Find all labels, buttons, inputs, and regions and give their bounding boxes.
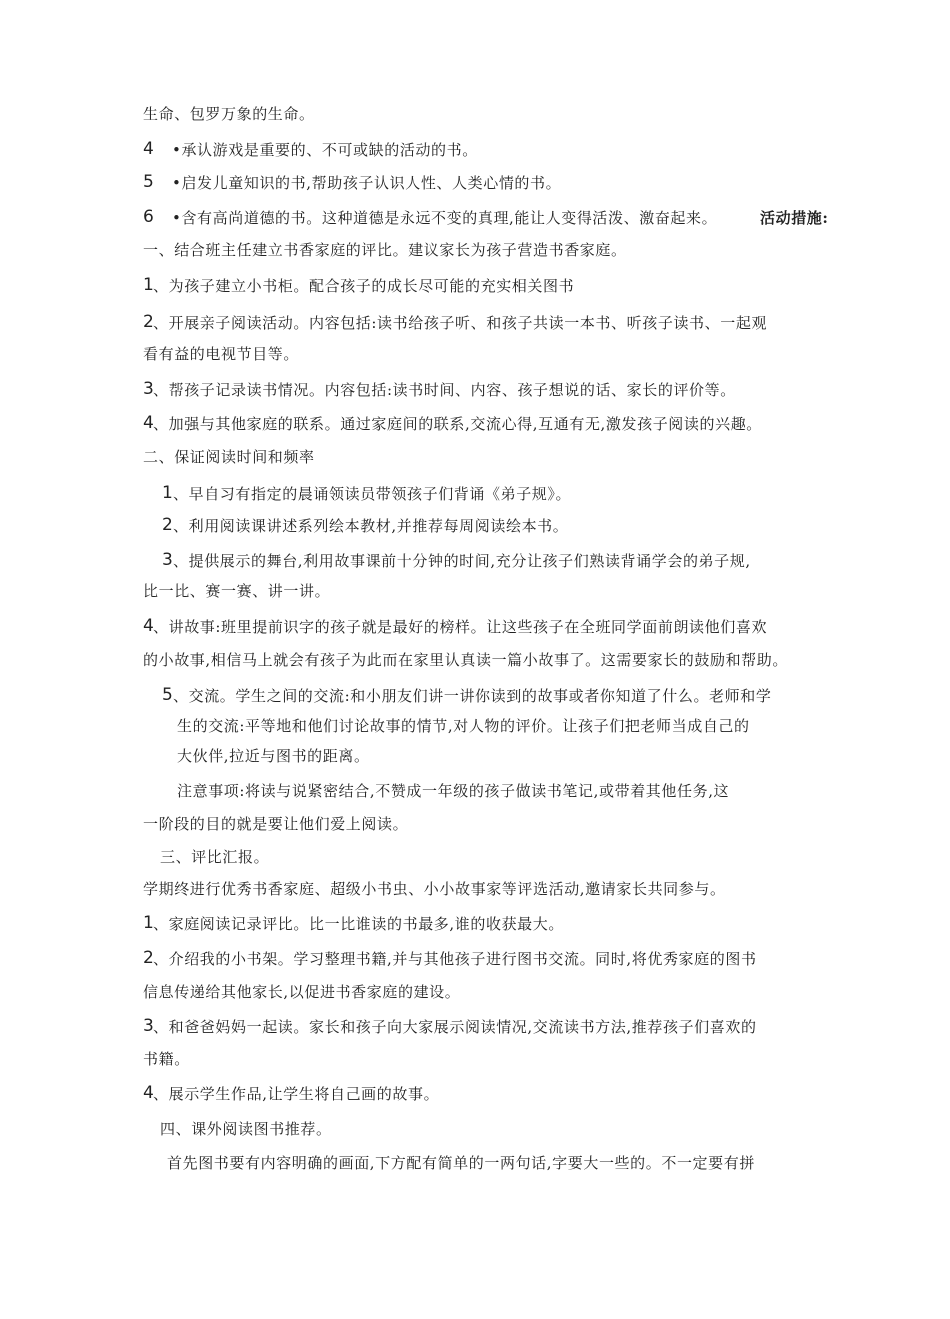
- item-number: 4: [143, 413, 155, 433]
- item-number: 2: [162, 515, 174, 535]
- text-line: 大伙伴,拉近与图书的距离。: [177, 747, 370, 765]
- item-number: 4: [143, 1083, 155, 1103]
- item-number: 5: [143, 172, 155, 192]
- text-line: 注意事项:将读与说紧密结合,不赞成一年级的孩子做读书笔记,或带着其他任务,这: [177, 782, 730, 800]
- text-line: 看有益的电视节目等。: [143, 345, 300, 363]
- text-line: 学期终进行优秀书香家庭、超级小书虫、小小故事家等评选活动,邀请家长共同参与。: [143, 880, 726, 898]
- section-heading: 三、评比汇报。: [160, 848, 270, 866]
- text-line: 、利用阅读课讲述系列绘本教材,并推荐每周阅读绘本书。: [173, 517, 569, 535]
- text-line: 的小故事,相信马上就会有孩子为此而在家里认真读一篇小故事了。这需要家长的鼓励和帮助。: [143, 651, 788, 669]
- item-number: 4: [143, 616, 155, 636]
- text-line: •含有高尚道德的书。这种道德是永远不变的真理,能让人变得活泼、激奋起来。: [172, 209, 718, 227]
- text-line: 二、保证阅读时间和频率: [143, 448, 315, 466]
- item-number: 6: [143, 207, 155, 227]
- text-line: 、交流。学生之间的交流:和小朋友们讲一讲你读到的故事或者你知道了什么。老师和学: [173, 687, 772, 705]
- text-line: 首先图书要有内容明确的画面,下方配有简单的一两句话,字要大一些的。不一定要有拼: [167, 1154, 755, 1172]
- item-number: 3: [143, 379, 155, 399]
- text-line: 书籍。: [143, 1050, 190, 1068]
- item-number: 2: [143, 948, 155, 968]
- section-heading: 四、课外阅读图书推荐。: [160, 1120, 332, 1138]
- item-number: 4: [143, 139, 155, 159]
- text-line: 、提供展示的舞台,利用故事课前十分钟的时间,充分让孩子们熟读背诵学会的弟子规,: [173, 552, 751, 570]
- text-line: 、帮孩子记录读书情况。内容包括:读书时间、内容、孩子想说的话、家长的评价等。: [153, 381, 736, 399]
- item-number: 3: [162, 550, 174, 570]
- section-heading: 活动措施:: [760, 209, 829, 227]
- text-line: 、展示学生作品,让学生将自己画的故事。: [153, 1085, 440, 1103]
- item-number: 1: [143, 275, 155, 295]
- text-line: 一、结合班主任建立书香家庭的评比。建议家长为孩子营造书香家庭。: [143, 241, 627, 259]
- text-line: 、讲故事:班里提前识字的孩子就是最好的榜样。让这些孩子在全班同学面前朗读他们喜欢: [153, 618, 768, 636]
- text-line: 生命、包罗万象的生命。: [143, 105, 315, 123]
- text-line: 、家庭阅读记录评比。比一比谁读的书最多,谁的收获最大。: [153, 915, 564, 933]
- text-line: 、早自习有指定的晨诵领读员带领孩子们背诵《弟子规》。: [173, 485, 572, 503]
- item-number: 1: [143, 913, 155, 933]
- text-line: 、介绍我的小书架。学习整理书籍,并与其他孩子进行图书交流。同时,将优秀家庭的图书: [153, 950, 757, 968]
- text-line: •启发儿童知识的书,帮助孩子认识人性、人类心情的书。: [172, 174, 562, 192]
- text-line: •承认游戏是重要的、不可或缺的活动的书。: [172, 141, 478, 159]
- text-line: 、加强与其他家庭的联系。通过家庭间的联系,交流心得,互通有无,激发孩子阅读的兴趣。: [153, 415, 762, 433]
- item-number: 2: [143, 312, 155, 332]
- item-number: 3: [143, 1016, 155, 1036]
- text-line: 生的交流:平等地和他们讨论故事的情节,对人物的评价。让孩子们把老师当成自己的: [177, 717, 750, 735]
- text-line: 比一比、赛一赛、讲一讲。: [143, 582, 331, 600]
- text-line: 一阶段的目的就是要让他们爱上阅读。: [143, 815, 409, 833]
- item-number: 1: [162, 483, 174, 503]
- text-line: 、和爸爸妈妈一起读。家长和孩子向大家展示阅读情况,交流读书方法,推荐孩子们喜欢的: [153, 1018, 757, 1036]
- item-number: 5: [162, 685, 174, 705]
- text-line: 、为孩子建立小书柜。配合孩子的成长尽可能的充实相关图书: [153, 277, 575, 295]
- text-line: 、开展亲子阅读活动。内容包括:读书给孩子听、和孩子共读一本书、听孩子读书、一起观: [153, 314, 768, 332]
- text-line: 信息传递给其他家长,以促进书香家庭的建设。: [143, 983, 461, 1001]
